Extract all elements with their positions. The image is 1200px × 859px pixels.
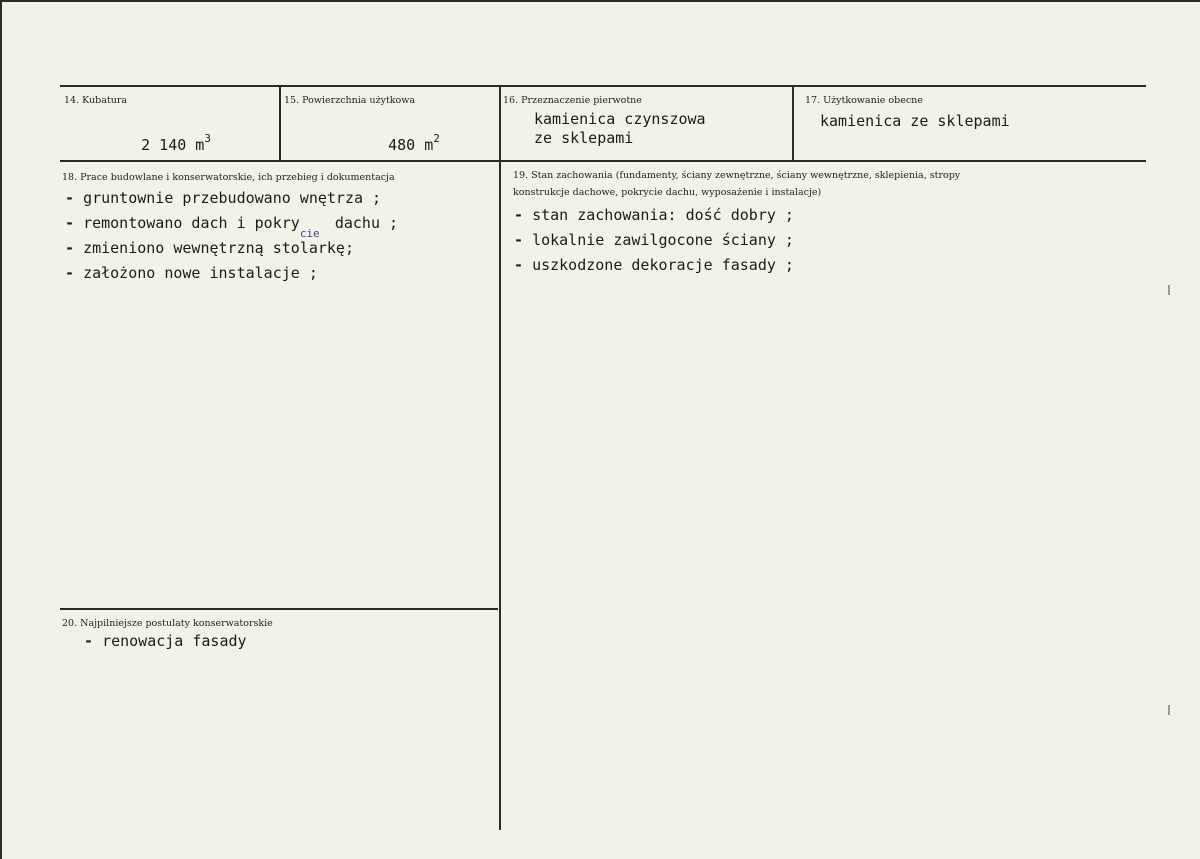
field-19-label-line2: konstrukcje dachowe, pokrycie dachu, wyposażenie i instalacje) xyxy=(513,187,822,198)
list-item-tail: dachu ; xyxy=(325,214,399,232)
list-dash: - xyxy=(514,206,524,224)
field-16-value-line1: kamienica czynszowa xyxy=(534,110,706,128)
divider-14-15 xyxy=(279,87,281,162)
header-row-bottom-rule xyxy=(60,160,1146,162)
field-19-list xyxy=(514,203,794,278)
list-item-text: gruntownie przebudowano wnętrza ; xyxy=(83,189,382,207)
list-item-text: założono nowe instalacje ; xyxy=(83,264,318,282)
list-item xyxy=(514,253,794,278)
field-14-label: 14. Kubatura xyxy=(64,95,128,106)
list-item xyxy=(65,211,399,240)
list-dash: - xyxy=(65,214,75,232)
field-20-label: 20. Najpilniejsze postulaty konserwatorskie xyxy=(62,618,273,629)
list-item xyxy=(65,261,398,286)
field-20-list xyxy=(84,629,247,654)
list-item xyxy=(84,629,247,654)
divider-16-17 xyxy=(792,87,794,162)
handwritten-insertion: cie xyxy=(299,227,320,240)
kubatura-unit-exponent: 3 xyxy=(204,132,211,145)
field-17-label: 17. Użytkowanie obecne xyxy=(805,95,923,106)
divider-15-16 xyxy=(499,87,501,830)
area-unit-exponent: 2 xyxy=(433,132,440,145)
list-item-text: stan zachowania: dość dobry ; xyxy=(532,206,794,224)
list-item xyxy=(65,236,398,261)
field-15-value xyxy=(352,118,440,172)
list-item-text: remontowano dach i pokry xyxy=(83,214,300,232)
kubatura-number: 2 140 m xyxy=(141,136,205,154)
list-item-text: lokalnie zawilgocone ściany ; xyxy=(532,231,794,249)
field-18-label: 18. Prace budowlane i konserwatorskie, ich przebieg i dokumentacja xyxy=(62,172,395,183)
list-item-text: renowacja fasady xyxy=(102,632,247,650)
list-item xyxy=(514,203,794,228)
field-16-label: 16. Przeznaczenie pierwotne xyxy=(503,95,642,106)
field-14-value xyxy=(105,118,211,172)
edge-mark xyxy=(1168,285,1170,295)
list-item xyxy=(514,228,794,253)
field-16-value-line2: ze sklepami xyxy=(534,129,634,147)
top-rule xyxy=(60,85,1146,87)
field-17-value: kamienica ze sklepami xyxy=(820,112,1010,130)
list-item xyxy=(65,186,398,211)
list-dash: - xyxy=(65,264,75,282)
list-dash: - xyxy=(514,256,524,274)
field-18-bottom-rule xyxy=(60,608,498,610)
edge-mark xyxy=(1168,705,1170,715)
list-item-text: zmieniono wewnętrzną stolarkę; xyxy=(83,239,354,257)
list-dash: - xyxy=(65,239,75,257)
area-number: 480 m xyxy=(388,136,434,154)
field-19-label-line1: 19. Stan zachowania (fundamenty, ściany zewnętrzne, ściany wewnętrzne, sklepienia, stropy xyxy=(513,170,961,181)
field-18-list xyxy=(65,186,398,286)
list-dash: - xyxy=(65,189,75,207)
list-item-text: uszkodzone dekoracje fasady ; xyxy=(532,256,794,274)
list-dash: - xyxy=(514,231,524,249)
list-dash: - xyxy=(84,632,94,650)
field-15-label: 15. Powierzchnia użytkowa xyxy=(284,95,416,106)
